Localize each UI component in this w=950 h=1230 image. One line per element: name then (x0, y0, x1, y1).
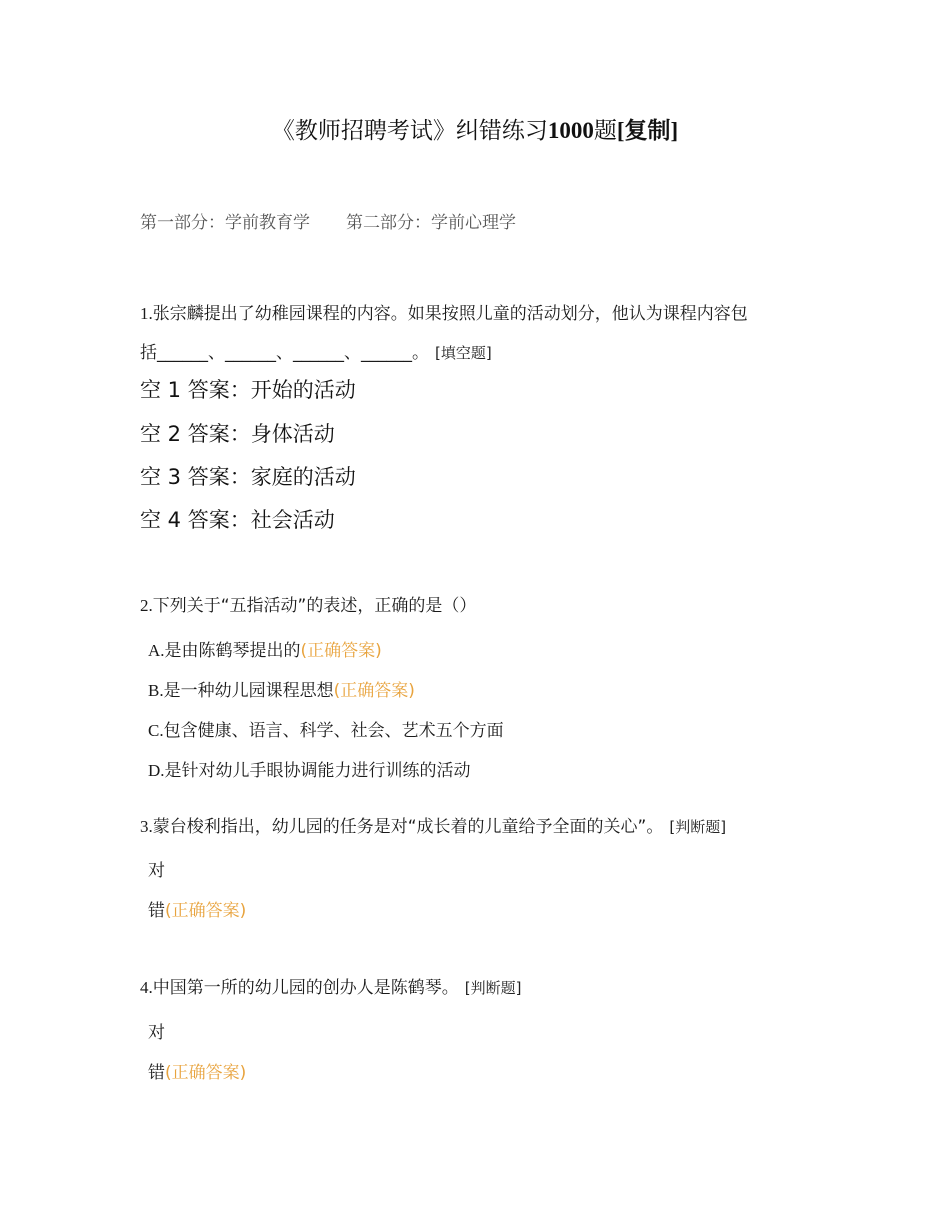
section-heading-2: 第二部分：学前心理学 (346, 213, 516, 233)
page-title (0, 112, 950, 145)
section-list (140, 208, 516, 233)
question-4 (140, 973, 521, 998)
blank-answer-1: 空 1 答案：开始的活动 (140, 378, 356, 402)
question-1-line-2 (140, 338, 492, 363)
question-3-text: 蒙台梭利指出，幼儿园的任务是对“成长着的儿童给予全面的关心”。 (152, 817, 664, 837)
correct-answer-label: (正确答案) (165, 901, 247, 921)
section-heading-1: 第一部分：学前教育学 (140, 213, 310, 233)
question-3 (140, 812, 726, 837)
title-count: 1000 (547, 118, 594, 143)
question-1-text: 张宗麟提出了幼稚园课程的内容。如果按照儿童的活动划分，他认为课程内容包 (152, 304, 748, 324)
option-text: 是针对幼儿手眼协调能力进行训练的活动 (164, 761, 471, 781)
option-b[interactable] (148, 676, 415, 701)
option-letter: D. (148, 761, 165, 780)
option-text: 是由陈鹤琴提出的 (164, 641, 301, 661)
correct-answer-label: (正确答案) (300, 641, 382, 661)
option-text: 包含健康、语言、科学、社会、艺术五个方面 (163, 721, 504, 741)
question-1-number: 1. (140, 304, 153, 323)
option-true[interactable] (148, 856, 165, 881)
option-text: 对 (148, 861, 165, 881)
blank-answer-4: 空 4 答案：社会活动 (140, 508, 335, 532)
correct-answer-label: (正确答案) (333, 681, 415, 701)
title-suffix: 题 (593, 118, 617, 143)
option-text: 错 (148, 901, 165, 921)
option-d[interactable] (148, 756, 471, 781)
blank-answer-2: 空 2 答案：身体活动 (140, 422, 335, 446)
question-1-type-tag: [填空题] (435, 344, 492, 362)
question-1-line-1 (140, 299, 748, 324)
question-2-text: 下列关于“五指活动”的表述，正确的是（） (152, 596, 477, 616)
option-false[interactable] (148, 1058, 246, 1083)
option-text: 对 (148, 1023, 165, 1043)
question-4-text: 中国第一所的幼儿园的创办人是陈鹤琴。 (152, 978, 459, 998)
copy-link[interactable]: [复制] (616, 118, 679, 143)
option-text: 是一种幼儿园课程思想 (163, 681, 334, 701)
option-false[interactable] (148, 896, 246, 921)
option-text: 错 (148, 1063, 165, 1083)
question-2-number: 2. (140, 596, 153, 615)
option-letter: C. (148, 721, 164, 740)
title-prefix: 《教师招聘考试》纠错练习 (271, 118, 548, 143)
question-3-type-tag: [判断题] (669, 818, 727, 836)
blank-answer-3: 空 3 答案：家庭的活动 (140, 465, 356, 489)
option-a[interactable] (148, 636, 382, 661)
question-3-number: 3. (140, 817, 153, 836)
option-letter: B. (148, 681, 164, 700)
correct-answer-label: (正确答案) (165, 1063, 247, 1083)
question-4-type-tag: [判断题] (464, 979, 522, 997)
question-1-blanks: 括______、______、______、______。 (140, 343, 429, 363)
option-letter: A. (148, 641, 165, 660)
question-4-number: 4. (140, 978, 153, 997)
option-c[interactable] (148, 716, 504, 741)
option-true[interactable] (148, 1018, 165, 1043)
question-2 (140, 591, 476, 616)
